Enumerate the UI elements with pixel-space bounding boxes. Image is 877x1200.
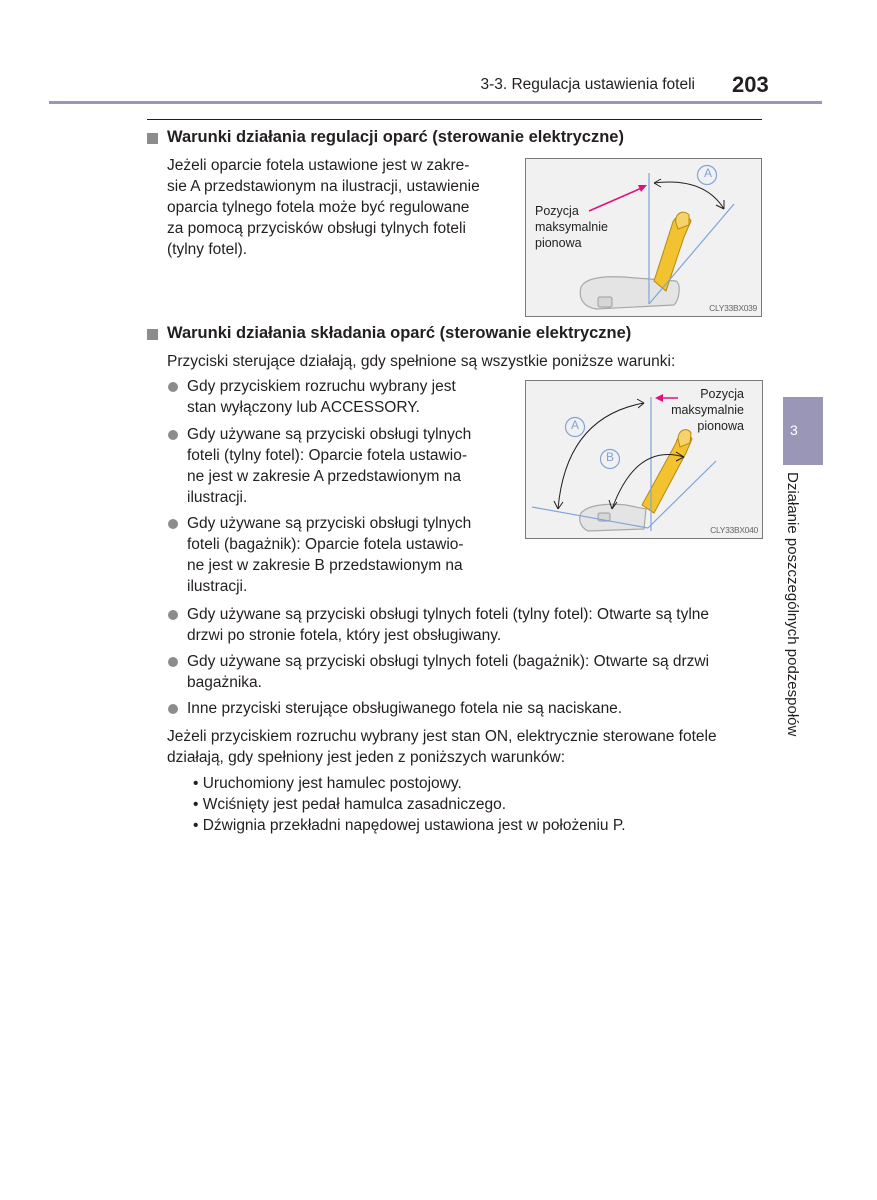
figure-label-max-vertical: [671, 386, 744, 434]
paragraph-line: Jeżeli przyciskiem rozruchu wybrany jest stan ON, elektrycznie sterowane fotele: [167, 728, 717, 745]
figure-code: CLY33BX039: [709, 303, 757, 313]
condition-line: ne jest w zakresie B przedstawionym na: [187, 557, 463, 574]
section-square-icon: [147, 133, 158, 144]
chapter-number: 3: [790, 422, 798, 438]
running-header-title: 3-3. Regulacja ustawienia foteli: [480, 76, 695, 93]
paragraph-line: za pomocą przycisków obsługi tylnych foteli: [167, 220, 466, 237]
header-divider: [49, 101, 822, 104]
range-marker-a: A: [703, 166, 712, 180]
condition-line: foteli (bagażnik): Oparcie fotela ustawio-: [187, 536, 464, 553]
bullet-dot-icon: [168, 430, 178, 440]
bullet-dot-icon: [168, 610, 178, 620]
condition-line: foteli (tylny fotel): Oparcie fotela ustawio-: [187, 447, 467, 464]
condition-item: [187, 376, 505, 418]
condition-line: bagażnika.: [187, 674, 262, 691]
sub-condition-list: [193, 773, 626, 836]
figure-fold-range: [525, 380, 763, 539]
condition-line: Gdy używane są przyciski obsługi tylnych foteli (bagażnik): Otwarte są drzwi: [187, 653, 710, 670]
paragraph-line: działają, gdy spełniony jest jeden z poniższych warunków:: [167, 749, 566, 766]
section2-intro: Przyciski sterujące działają, gdy spełnione są wszystkie poniższe warunki:: [167, 353, 676, 370]
paragraph-line: Jeżeli oparcie fotela ustawione jest w zakre-: [167, 157, 470, 174]
section-heading-backrest-fold: Warunki działania składania oparć (sterowanie elektryczne): [167, 324, 632, 342]
sub-condition-item: • Wciśnięty jest pedał hamulca zasadniczego.: [193, 796, 506, 813]
condition-line: ilustracji.: [187, 489, 248, 506]
bullet-dot-icon: [168, 519, 178, 529]
section-heading-backrest-adjust: Warunki działania regulacji oparć (sterowanie elektryczne): [167, 128, 624, 146]
condition-line: ne jest w zakresie A przedstawionym na: [187, 468, 461, 485]
sub-condition-item: • Dźwignia przekładni napędowej ustawiona jest w położeniu P.: [193, 817, 626, 834]
figure-label-max-vertical: [535, 203, 608, 251]
bullet-dot-icon: [168, 657, 178, 667]
paragraph-line: (tylny fotel).: [167, 241, 248, 258]
chapter-side-label: Działanie poszczególnych podzespołów: [784, 472, 801, 737]
on-state-paragraph: [167, 726, 717, 768]
section-divider: [147, 119, 762, 120]
condition-line: Gdy używane są przyciski obsługi tylnych: [187, 426, 472, 443]
condition-item: [187, 513, 505, 597]
condition-item: [187, 424, 505, 508]
condition-item: [187, 604, 709, 646]
condition-line: stan wyłączony lub ACCESSORY.: [187, 399, 420, 416]
condition-line: Gdy używane są przyciski obsługi tylnych: [187, 515, 472, 532]
figure-backrest-range: [525, 158, 762, 317]
condition-item: [187, 698, 622, 719]
paragraph-line: sie A przedstawionym na ilustracji, ustawienie: [167, 178, 480, 195]
condition-item: [187, 651, 709, 693]
section-square-icon: [147, 329, 158, 340]
bullet-dot-icon: [168, 382, 178, 392]
condition-line: ilustracji.: [187, 578, 248, 595]
figure-label-line: pionowa: [697, 419, 744, 433]
figure-label-line: maksymalnie: [535, 220, 608, 234]
condition-line: Gdy przyciskiem rozruchu wybrany jest: [187, 378, 456, 395]
figure-label-line: pionowa: [535, 236, 582, 250]
section1-paragraph: [167, 155, 505, 260]
paragraph-line: oparcia tylnego fotela może być regulowane: [167, 199, 470, 216]
bullet-dot-icon: [168, 704, 178, 714]
figure-label-line: maksymalnie: [671, 403, 744, 417]
page-number: 203: [732, 72, 769, 97]
range-marker-a: A: [570, 418, 579, 432]
condition-line: Gdy używane są przyciski obsługi tylnych foteli (tylny fotel): Otwarte są tylne: [187, 606, 710, 623]
figure-label-line: Pozycja: [700, 387, 744, 401]
condition-line: Inne przyciski sterujące obsługiwanego fotela nie są naciskane.: [187, 700, 623, 717]
sub-condition-item: • Uruchomiony jest hamulec postojowy.: [193, 775, 462, 792]
figure-label-line: Pozycja: [535, 204, 579, 218]
condition-line: drzwi po stronie fotela, który jest obsługiwany.: [187, 627, 502, 644]
figure-code: CLY33BX040: [710, 525, 758, 535]
chapter-tab: [783, 397, 823, 465]
range-marker-b: B: [605, 450, 614, 464]
